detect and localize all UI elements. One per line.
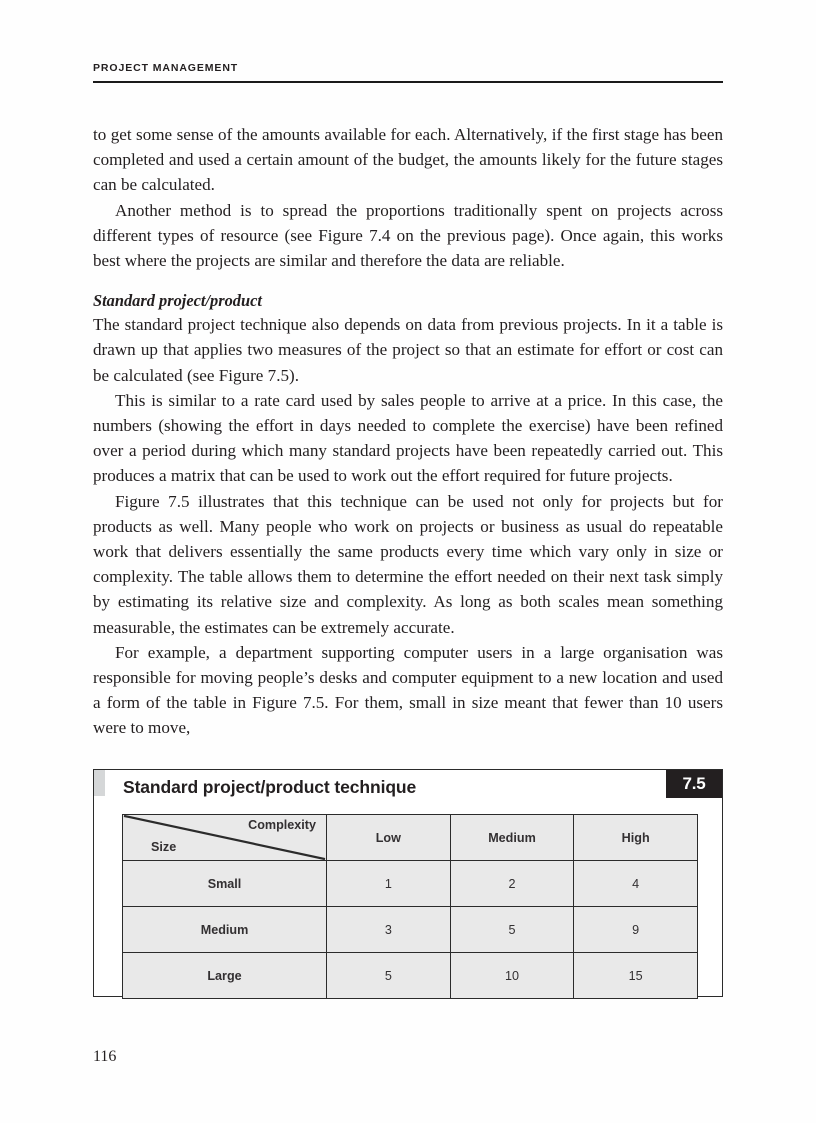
running-head-title: PROJECT MANAGEMENT xyxy=(93,62,239,74)
corner-cell-inner xyxy=(123,815,326,860)
table-row xyxy=(123,907,698,953)
row-header-medium: Medium xyxy=(123,907,327,953)
table-header-row xyxy=(123,815,698,861)
corner-cell xyxy=(123,815,327,861)
paragraph: For example, a department supporting computer users in a large organisation was responsible for moving people’s desks and computer equipment to a new location and used a form of the table in Figure 7.5. For them, small in size meant that fewer than 10 users were to move, xyxy=(93,642,723,738)
paragraph: The standard project technique also depends on data from previous projects. In it a table is drawn up that applies two measures of the project so that an estimate for effort or cost can be calculated (see Figure 7.5). xyxy=(93,315,723,385)
row-header-large: Large xyxy=(123,953,327,999)
figure-number-badge: 7.5 xyxy=(666,770,722,798)
cell-medium-low: 3 xyxy=(327,907,451,953)
cell-medium-medium: 5 xyxy=(450,907,574,953)
cell-large-low: 5 xyxy=(327,953,451,999)
standard-project-matrix xyxy=(122,814,698,999)
table-row xyxy=(123,861,698,907)
paragraph: to get some sense of the amounts available for each. Alternatively, if the first stage has been completed and used a certain amount of the budget, the amounts likely for the future stages can be calculated. xyxy=(93,125,723,195)
cell-small-medium: 2 xyxy=(450,861,574,907)
body-text-column xyxy=(93,122,723,741)
figure-box xyxy=(93,769,723,997)
paragraph: Figure 7.5 illustrates that this technique can be used not only for projects but for products as well. Many people who work on projects or business as usual do repeatable work that delivers essentially the same products every time which vary only in size or complexity. The table allows them to determine the effort needed on their next task simply by estimating its relative size and complexity. As long as both scales mean something measurable, the estimates can be extremely accurate. xyxy=(93,491,723,637)
cell-large-medium: 10 xyxy=(450,953,574,999)
table-row xyxy=(123,953,698,999)
cell-large-high: 15 xyxy=(574,953,698,999)
figure-title: Standard project/product technique xyxy=(123,777,417,797)
figure-side-tab xyxy=(94,770,105,796)
paragraph: Another method is to spread the proportions traditionally spent on projects across different types of resource (see Figure 7.4 on the previous page). Once again, this works best where the projects are similar and therefore the data are reliable. xyxy=(93,200,723,271)
matrix-table-wrapper xyxy=(122,814,698,999)
corner-label-size: Size xyxy=(151,840,177,854)
column-header-medium: Medium xyxy=(450,815,574,861)
column-header-low: Low xyxy=(327,815,451,861)
section-subheading: Standard project/product xyxy=(93,291,262,311)
cell-small-low: 1 xyxy=(327,861,451,907)
cell-medium-high: 9 xyxy=(574,907,698,953)
corner-label-complexity: Complexity xyxy=(248,818,316,832)
header-rule xyxy=(93,81,723,83)
column-header-high: High xyxy=(574,815,698,861)
paragraph: This is similar to a rate card used by sales people to arrive at a price. In this case, the numbers (showing the effort in days needed to complete the exercise) have been refined over a period during which many standard projects have been repeatedly carried out. This produces a matrix that can be used to work out the effort required for future projects. xyxy=(93,390,723,486)
page-number: 116 xyxy=(93,1048,117,1065)
cell-small-high: 4 xyxy=(574,861,698,907)
row-header-small: Small xyxy=(123,861,327,907)
running-head xyxy=(93,62,723,83)
